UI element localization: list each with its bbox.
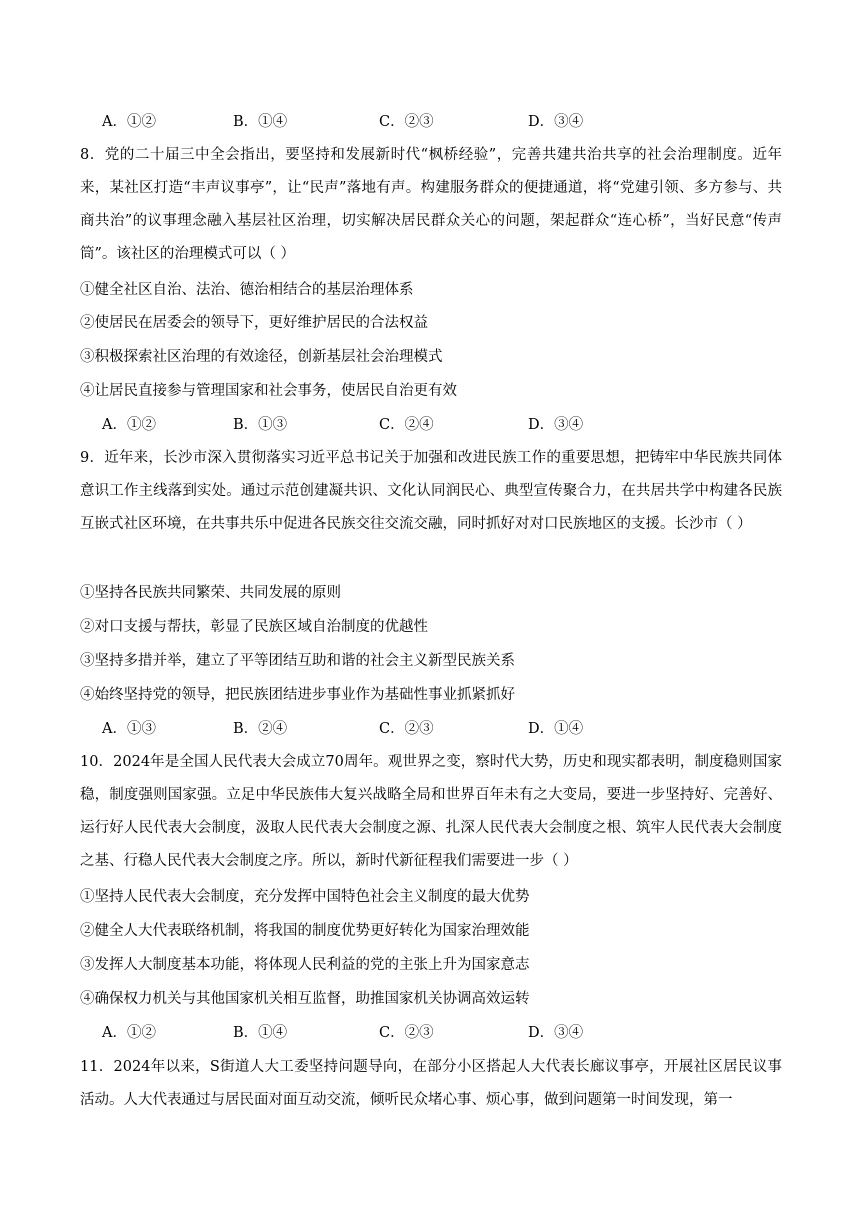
q10-option-d: D．③④ <box>528 1025 584 1041</box>
q8-choice-1: ①健全社区自治、法治、德治相结合的基层治理体系 <box>80 282 414 298</box>
q9-stem: 9．近年来，长沙市深入贯彻落实习近平总书记关于加强和改进民族工作的重要思想，把铸牢中华民族共同体意识工作主线落到实处。通过示范创建凝共识、文化认同润民心、典型宣传聚合力，在共居共学中构建各民族互嵌式社区环境，在共事共乐中促进各民族交往交流交融，同时抓好对对口民族地区的支援。长沙市（ ） <box>80 450 782 532</box>
q9-choice-4: ④始终坚持党的领导，把民族团结进步事业作为基础性事业抓紧抓好 <box>80 687 515 703</box>
q10-choice-2: ②健全人大代表联络机制，将我国的制度优势更好转化为国家治理效能 <box>80 923 530 939</box>
q10-options <box>102 1023 702 1043</box>
q9-option-d: D．①④ <box>528 721 584 737</box>
q8-options <box>102 415 702 435</box>
q10-choice-1: ①坚持人民代表大会制度，充分发挥中国特色社会主义制度的最大优势 <box>80 889 530 905</box>
q8-option-d: D．③④ <box>528 417 584 433</box>
q9-choice-1: ①坚持各民族共同繁荣、共同发展的原则 <box>80 585 341 601</box>
q11-stem: 11．2024年以来，S街道人大工委坚持问题导向，在部分小区搭起人大代表长廊议事亭，开展社区居民议事活动。人大代表通过与居民面对面互动交流，倾听民众堵心事、烦心事，做到问题第一时间发现，第一 <box>80 1059 782 1108</box>
q7-option-c: C．②③ <box>379 114 434 130</box>
q9-choice-2: ②对口支援与帮扶，彰显了民族区域自治制度的优越性 <box>80 619 428 635</box>
q9-option-c: C．②③ <box>379 721 434 737</box>
q7-option-b: B．①④ <box>233 114 288 130</box>
q10-option-b: B．①④ <box>233 1025 288 1041</box>
q8-choice-4: ④让居民直接参与管理国家和社会事务，使居民自治更有效 <box>80 383 457 399</box>
q8-stem: 8．党的二十届三中全会指出，要坚持和发展新时代“枫桥经验”，完善共建共治共享的社会治理制度。近年来，某社区打造“丰声议事亭”，让“民声”落地有声。构建服务群众的便捷通道，将“党建引领、多方参与、共商共治”的议事理念融入基层社区治理，切实解决居民群众关心的问题，架起群众“连心桥”，当好民意“传声筒”。该社区的治理模式可以（ ） <box>80 147 782 262</box>
q8-option-b: B．①③ <box>233 417 288 433</box>
q9-option-a: A．①③ <box>102 721 156 737</box>
q8-choice-3: ③积极探索社区治理的有效途径，创新基层社会治理模式 <box>80 349 443 365</box>
q8-choice-2: ②使居民在居委会的领导下，更好维护居民的合法权益 <box>80 315 428 331</box>
q10-option-a: A．①② <box>102 1025 156 1041</box>
q7-option-a: A．①② <box>102 114 156 130</box>
q10-stem: 10．2024年是全国人民代表大会成立70周年。观世界之变，察时代大势，历史和现实都表明，制度稳则国家稳，制度强则国家强。立足中华民族伟大复兴战略全局和世界百年未有之大变局，要进一步坚持好、完善好、运行好人民代表大会制度，汲取人民代表大会制度之源、扎深人民代表大会制度之根、筑牢人民代表大会制度之基、行稳人民代表大会制度之序。所以，新时代新征程我们需要进一步（ ） <box>80 754 782 869</box>
q10-option-c: C．②③ <box>379 1025 434 1041</box>
q8-option-a: A．①② <box>102 417 156 433</box>
q7-option-d: D．③④ <box>528 114 584 130</box>
q7-options <box>102 112 702 132</box>
q9-choice-3: ③坚持多措并举，建立了平等团结互助和谐的社会主义新型民族关系 <box>80 653 515 669</box>
q9-options <box>102 719 702 739</box>
q10-choice-3: ③发挥人大制度基本功能，将体现人民利益的党的主张上升为国家意志 <box>80 957 530 973</box>
q8-option-c: C．②④ <box>379 417 434 433</box>
q9-option-b: B．②④ <box>233 721 288 737</box>
q10-choice-4: ④确保权力机关与其他国家机关相互监督，助推国家机关协调高效运转 <box>80 991 530 1007</box>
